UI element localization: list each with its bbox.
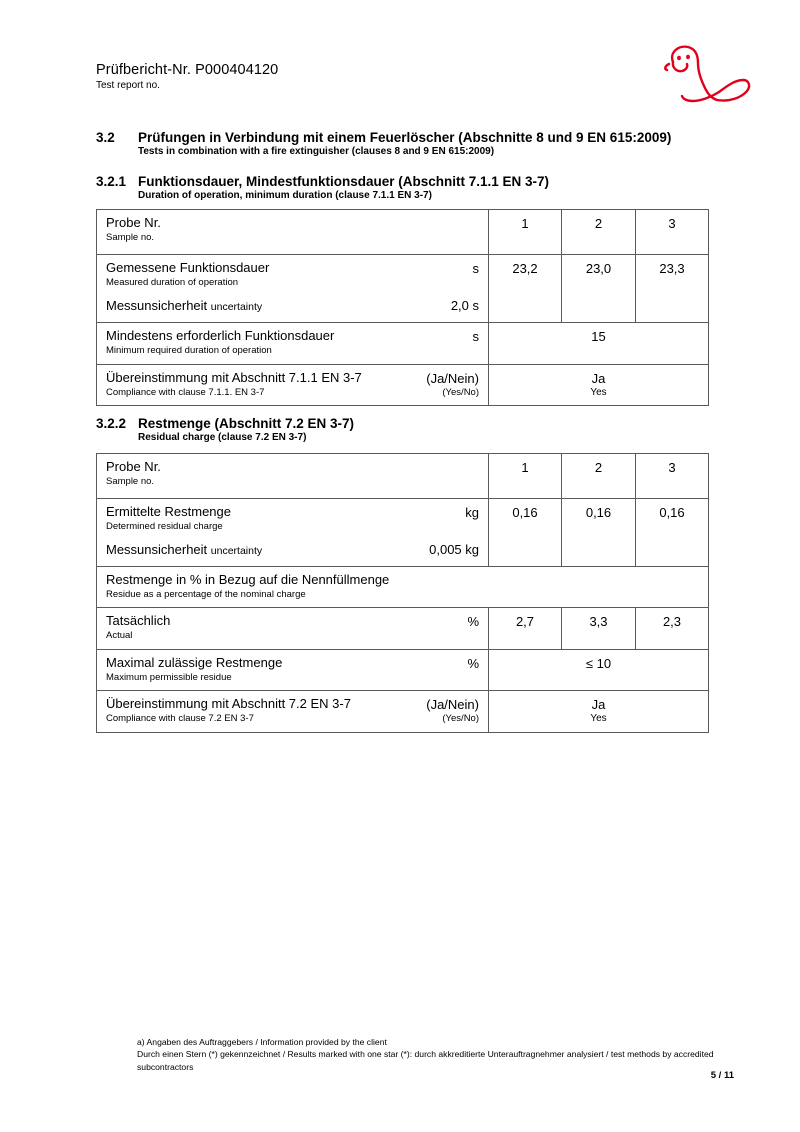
uncertainty-label-de: Messunsicherheit <box>106 298 208 314</box>
compliance-value-de: Ja <box>591 697 606 713</box>
cell-column-header-1 <box>489 454 562 499</box>
uncertainty-label-en: uncertainty <box>210 301 263 314</box>
label-de: Probe Nr. <box>106 459 161 474</box>
cell-max-permissible-label <box>97 649 489 690</box>
measurement-value: 0,16 <box>512 505 538 520</box>
footnote-star-marking: Durch einen Stern (*) gekennzeichnet / Results marked with one star (*): durch akkreditierte Unterauftragnehmer analysiert / test methods by accredited subcontractors <box>137 1049 714 1072</box>
measurement-value: 3,3 <box>589 614 608 630</box>
unit-label: % <box>467 614 479 630</box>
label-de: Ermittelte Restmenge <box>106 504 231 519</box>
cell-compliance-value <box>489 691 709 732</box>
label-en: Compliance with clause 7.1.1. EN 3-7 <box>106 386 265 398</box>
label-en: Residue as a percentage of the nominal charge <box>106 588 306 600</box>
measurement-value: 2,7 <box>515 614 535 630</box>
measurement-value: 0,16 <box>585 505 612 520</box>
label-en: Measured duration of operation <box>106 277 239 288</box>
column-header-value: 3 <box>668 460 676 475</box>
section-title-en-3-2-2: Residual charge (clause 7.2 EN 3-7) <box>138 432 307 443</box>
cell-column-header-3 <box>636 454 709 499</box>
label-de: Restmenge in % in Bezug auf die Nennfüllmenge <box>106 572 390 588</box>
cell-actual-value-1 <box>489 608 562 649</box>
table-row <box>97 608 709 649</box>
unit-label: kg <box>465 505 479 520</box>
label-en: Maximum permissible residue <box>106 671 232 683</box>
column-header-value: 1 <box>521 460 529 475</box>
cell-measured-value-2 <box>562 255 636 323</box>
section-title-en-3-2-1: Duration of operation, minimum duration (clause 7.1.1 EN 3-7) <box>138 190 432 201</box>
label-de: Tatsächlich <box>106 613 171 629</box>
compliance-value-de: Ja <box>591 370 606 386</box>
label-de: Probe Nr. <box>106 215 161 230</box>
cell-measured-value-3 <box>636 255 709 323</box>
footnote-client-info: a) Angaben des Auftraggebers / Information provided by the client <box>137 1037 387 1047</box>
uncertainty-label-en: uncertainty <box>210 545 263 558</box>
footnotes <box>137 1036 737 1073</box>
section-title-de-3-2: Prüfungen in Verbindung mit einem Feuerlöscher (Abschnitte 8 und 9 EN 615:2009) <box>138 130 672 145</box>
section-heading-3-2-1 <box>96 174 756 201</box>
cell-actual-value-3 <box>636 608 709 649</box>
marten-logo <box>655 36 765 108</box>
unit-label-de: (Ja/Nein) <box>426 697 479 713</box>
column-header-value: 1 <box>521 216 529 231</box>
cell-minimum-duration-label <box>97 323 489 364</box>
unit-label-de: (Ja/Nein) <box>426 370 479 386</box>
report-number-en: Test report no. <box>96 80 160 91</box>
cell-determined-value-3 <box>636 499 709 567</box>
cell-column-header-3 <box>636 210 709 255</box>
section-title-en-3-2: Tests in combination with a fire extinguisher (clauses 8 and 9 EN 615:2009) <box>138 146 495 157</box>
section-title-de-3-2-2: Restmenge (Abschnitt 7.2 EN 3-7) <box>138 416 355 431</box>
table-row <box>97 649 709 690</box>
report-number-block <box>96 62 278 91</box>
cell-column-header-2 <box>562 210 636 255</box>
uncertainty-label-de: Messunsicherheit <box>106 542 208 558</box>
label-en: Minimum required duration of operation <box>106 345 272 357</box>
table-row <box>97 454 709 499</box>
unit-label-en: (Yes/No) <box>442 713 479 725</box>
table-row <box>97 255 709 323</box>
measurement-value: 23,3 <box>659 261 685 276</box>
report-number-de: Prüfbericht-Nr. P000404120 <box>96 62 279 78</box>
label-en: Compliance with clause 7.2 EN 3-7 <box>106 713 254 725</box>
label-de: Gemessene Funktionsdauer <box>106 260 270 275</box>
cell-column-header-1 <box>489 210 562 255</box>
label-de: Übereinstimmung mit Abschnitt 7.2 EN 3-7 <box>106 696 351 712</box>
measurement-value: 23,2 <box>512 261 538 276</box>
unit-label-en: (Yes/No) <box>442 386 479 398</box>
cell-measured-duration-label <box>97 255 489 323</box>
table-row <box>97 691 709 732</box>
section-number-3-2-1: 3.2.1 <box>96 174 127 189</box>
cell-determined-value-2 <box>562 499 636 567</box>
cell-compliance-label <box>97 364 489 405</box>
label-de: Mindestens erforderlich Funktionsdauer <box>106 328 335 344</box>
page-number: 5 / 11 <box>710 1070 734 1081</box>
cell-max-permissible-value <box>489 649 709 690</box>
table-residual-charge <box>96 453 709 733</box>
cell-determined-residual-label <box>97 499 489 567</box>
cell-actual-value-2 <box>562 608 636 649</box>
cell-column-header-2 <box>562 454 636 499</box>
cell-sample-no-label <box>97 454 489 499</box>
section-heading-3-2 <box>96 130 756 157</box>
label-de: Übereinstimmung mit Abschnitt 7.1.1 EN 3-7 <box>106 369 362 385</box>
cell-actual-label <box>97 608 489 649</box>
cell-percent-section-header <box>97 567 709 608</box>
section-number-3-2: 3.2 <box>96 130 115 145</box>
measurement-value: 23,0 <box>585 261 612 276</box>
unit-label: % <box>467 655 479 671</box>
cell-determined-value-1 <box>489 499 562 567</box>
table-row <box>97 499 709 567</box>
label-en: Determined residual charge <box>106 521 223 532</box>
column-header-value: 2 <box>594 216 603 231</box>
measurement-value: 0,16 <box>659 505 685 520</box>
unit-label: s <box>472 329 479 345</box>
label-en: Sample no. <box>106 475 155 487</box>
compliance-value-en: Yes <box>590 386 607 398</box>
table-row <box>97 567 709 608</box>
cell-sample-no-label <box>97 210 489 255</box>
cell-minimum-duration-value <box>489 323 709 364</box>
section-title-de-3-2-1: Funktionsdauer, Mindestfunktionsdauer (Abschnitt 7.1.1 EN 3-7) <box>138 174 550 189</box>
cell-measured-value-1 <box>489 255 562 323</box>
uncertainty-value: 0,005 kg <box>429 542 479 558</box>
label-en: Actual <box>106 630 133 642</box>
section-number-3-2-2: 3.2.2 <box>96 416 127 431</box>
label-en: Sample no. <box>106 231 155 243</box>
compliance-value-en: Yes <box>590 713 607 725</box>
measurement-value: 2,3 <box>662 614 682 630</box>
table-row <box>97 210 709 255</box>
requirement-value: ≤ 10 <box>585 655 612 671</box>
column-header-value: 2 <box>594 460 603 475</box>
unit-label: s <box>472 261 479 276</box>
column-header-value: 3 <box>668 216 676 231</box>
uncertainty-value: 2,0 s <box>450 298 479 314</box>
label-de: Maximal zulässige Restmenge <box>106 654 283 670</box>
requirement-value: 15 <box>591 329 606 345</box>
cell-compliance-label <box>97 691 489 732</box>
table-row <box>97 323 709 364</box>
cell-compliance-value <box>489 364 709 405</box>
table-row <box>97 364 709 405</box>
section-heading-3-2-2 <box>96 416 756 443</box>
table-duration-of-operation <box>96 209 709 406</box>
